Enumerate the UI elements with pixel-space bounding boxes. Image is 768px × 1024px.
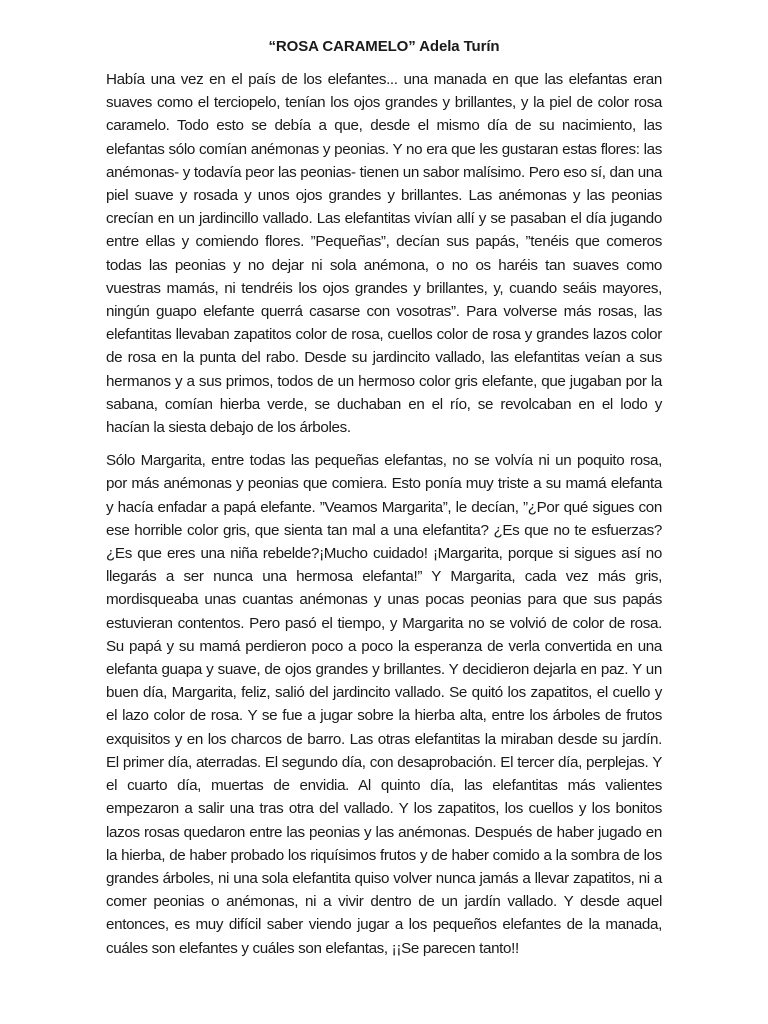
paragraph-2: Sólo Margarita, entre todas las pequeñas elefantas, no se volvía ni un poquito rosa, por más anémonas y peonias que comiera. Esto ponía muy triste a su mamá elefanta y hacía enfadar a papá elefante. ”Veamos Margarita”, le decían, ”¿Por qué sigues con ese horrible color gris, que sienta tan mal a una elefantita? ¿Es que no te esfuerzas? ¿Es que eres una niña rebelde?¡Mucho cuidado! ¡Margarita, porque si sigues así no llegarás a ser nunca una hermosa elefanta!” Y Margarita, cada vez más gris, mordisqueaba unas cuantas anémonas y unas pocas peonias para que sus papás estuvieran contentos. Pero pasó el tiempo, y Margarita no se volvió de color de rosa. Su papá y su mamá perdieron poco a poco la esperanza de verla convertida en una elefanta guapa y suave, de ojos grandes y brillantes. Y decidieron dejarla en paz. Y un buen día, Margarita, feliz, salió del jardincito vallado. Se quitó los zapatitos, el cuello y el lazo color de rosa. Y se fue a jugar sobre la hierba alta, entre los árboles de frutos exquisitos y en los charcos de barro. Las otras elefantitas la miraban desde su jardín. El primer día, aterradas. El segundo día, con desaprobación. El tercer día, perplejas. Y el cuarto día, muertas de envidia. Al quinto día, las elefantitas más valientes empezaron a salir una tras otra del vallado. Y los zapatitos, los cuellos y los bonitos lazos rosas quedaron entre las peonias y las anémonas. Después de haber jugado en la hierba, de haber probado los riquísimos frutos y de haber comido a la sombra de los grandes árboles, ni una sola elefantita quiso volver nunca jamás a llevar zapatitos, ni a comer peonias o anémonas, ni a vivir dentro de un jardín vallado. Y desde aquel entonces, es muy difícil saber viendo jugar a los pequeños elefantes de la manada, cuáles son elefantes y cuáles son elefantas, ¡¡Se parecen tanto!!	[106, 452, 662, 957]
document-title: “ROSA CARAMELO” Adela Turín	[268, 38, 500, 55]
paragraph-1: Había una vez en el país de los elefantes... una manada en que las elefantas eran suaves como el terciopelo, tenían los ojos grandes y brillantes, y la piel de color rosa caramelo. Todo esto se debía a que, desde el mismo día de su nacimiento, las elefantas sólo comían anémonas y peonias. Y no era que les gustaran estas flores: las anémonas- y todavía peor las peonias- tienen un sabor malísimo. Pero eso sí, dan una piel suave y rosada y unos ojos grandes y brillantes. Las anémonas y las peonias crecían en un jardincillo vallado. Las elefantitas vivían allí y se pasaban el día jugando entre ellas y comiendo flores. ”Pequeñas”, decían sus papás, ”tenéis que comeros todas las peonias y no dejar ni sola anémona, o no os haréis tan suaves como vuestras mamás, ni tendréis los ojos grandes y brillantes, y, cuando seáis mayores, ningún guapo elefante querrá casarse con vosotras”. Para volverse más rosas, las elefantitas llevaban zapatitos color de rosa, cuellos color de rosa y grandes lazos color de rosa en la punta del rabo. Desde su jardincito vallado, las elefantitas veían a sus hermanos y a sus primos, todos de un hermoso color gris elefante, que jugaban por la sabana, comían hierba verde, se duchaban en el río, se revolcaban en el lodo y hacían la siesta debajo de los árboles.	[106, 71, 662, 437]
document-page	[106, 38, 662, 970]
